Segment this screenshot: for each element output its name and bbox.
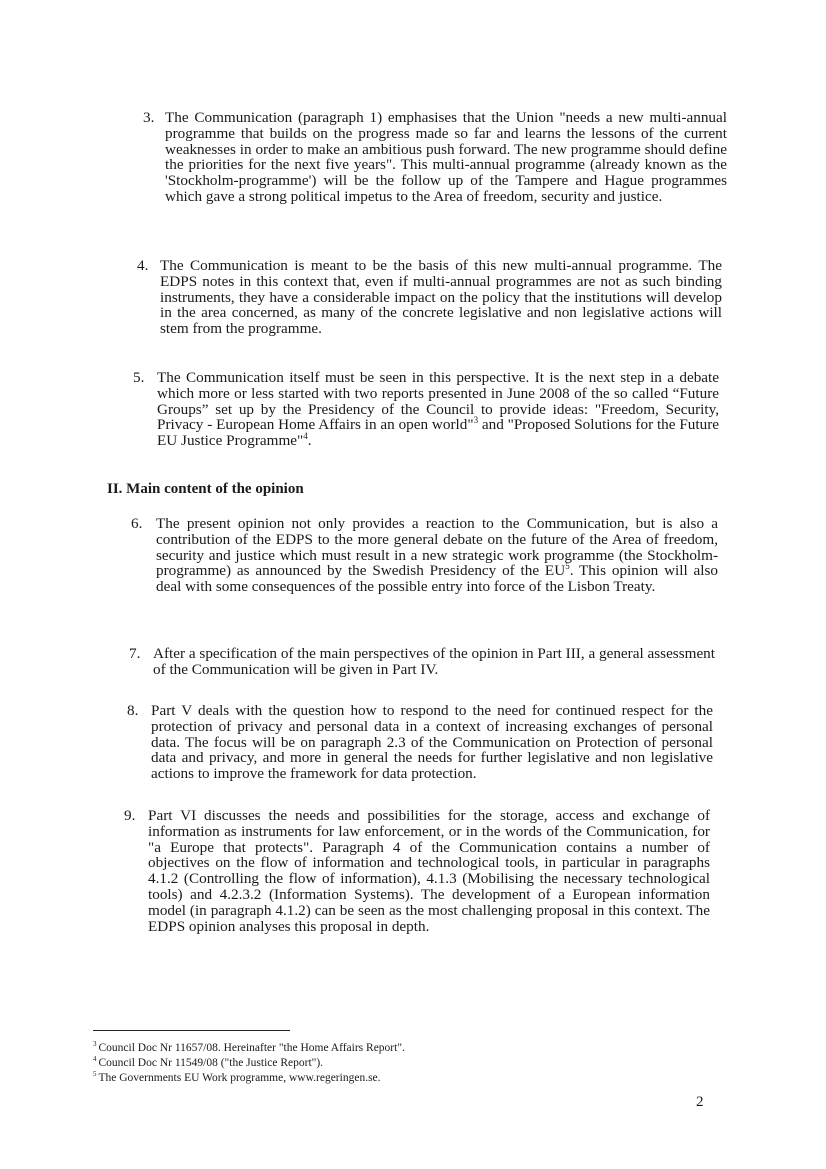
footnote-text: Council Doc Nr 11549/08 ("the Justice Report"). — [98, 1056, 324, 1069]
paragraph-5-text-c: . — [307, 432, 312, 450]
footnote-5 — [93, 1068, 381, 1085]
footnote-text: The Governments EU Work programme, www.regeringen.se. — [98, 1071, 381, 1084]
paragraph-5-text-a: The Communication itself must be seen in this perspective. It is the next step in a debate which more or less started with two reports presented in June 2008 of the so called “Future Groups” set up by the Presidency of the Council to provide ideas: "Freedom, Security, Privacy - European Home Affairs in an open world" — [157, 369, 719, 434]
footnote-text: Council Doc Nr 11657/08. Hereinafter "the Home Affairs Report". — [98, 1041, 405, 1054]
paragraph-number: 3. — [143, 109, 155, 126]
paragraph-number: 8. — [127, 702, 139, 719]
paragraph-number: 9. — [124, 807, 136, 824]
paragraph-number: 4. — [137, 257, 149, 274]
paragraph-8: Part V deals with the question how to respond to the need for continued respect for the protection of privacy and personal data in a context of increasing exchanges of personal data. The focus will be on paragraph 2.3 of the Communication on Protection of personal data and privacy, and more in general the needs for further legislative and non legislative actions to improve the framework for data protection. — [151, 702, 713, 783]
section-heading: II. Main content of the opinion — [107, 481, 304, 497]
paragraph-7: After a specification of the main perspectives of the opinion in Part III, a general assessment of the Communication will be given in Part IV. — [153, 645, 715, 678]
footnote-ref-4: 4 — [303, 431, 308, 442]
paragraph-number: 5. — [133, 369, 145, 386]
footnote-ref-3: 3 — [473, 415, 479, 426]
paragraph-5 — [157, 370, 719, 449]
footnote-marker: 4 — [93, 1055, 97, 1063]
paragraph-9: Part VI discusses the needs and possibilities for the storage, access and exchange of information as instruments for law enforcement, or in the words of the Communication, for "a Europe that protects". Paragraph 4 of the Communication contains a number of objectives on the flow of information and technological tools, in particular in paragraphs 4.1.2 (Controlling the flow of information), 4.1.3 (Mobilising the necessary technological tools) and 4.2.3.2 (Information Systems). The development of a European information model (in paragraph 4.1.2) can be seen as the most challenging proposal in this context. The EDPS opinion analyses this proposal in depth. — [148, 807, 710, 935]
paragraph-number: 7. — [129, 645, 141, 662]
paragraph-3: The Communication (paragraph 1) emphasises that the Union "needs a new multi-annual programme that builds on the progress made so far and learns the lessons of the current weaknesses in order to make an ambitious push forward. The new programme should define the priorities for the next five years". This multi-annual programme (already known as the 'Stockholm-programme') will be the follow up of the Tampere and Hague programmes which gave a strong political impetus to the Area of freedom, security and justice. — [165, 109, 727, 205]
paragraph-4: The Communication is meant to be the basis of this new multi-annual programme. The EDPS notes in this context that, even if multi-annual programmes are not as such binding instruments, they have a considerable impact on the policy that the institutions will develop in the area concerned, as many of the concrete legislative and non legislative actions will stem from the programme. — [160, 257, 722, 338]
footnote-marker: 5 — [93, 1070, 97, 1078]
paragraph-6-text-b: . This opinion will also deal with some consequences of the possible entry into force of the Lisbon Treaty. — [156, 562, 718, 596]
page-number: 2 — [696, 1094, 704, 1110]
paragraph-number: 6. — [131, 515, 143, 532]
footnote-marker: 3 — [93, 1040, 97, 1048]
footnote-ref-5: 5 — [565, 561, 570, 572]
paragraph-5-text-b: and "Proposed Solutions for the Future EU Justice Programme" — [157, 416, 719, 450]
paragraph-6-text-a: The present opinion not only provides a reaction to the Communication, but is also a contribution of the EDPS to the more general debate on the future of the Area of freedom, security and justice which must result in a new strategic work programme (the Stockholm-programme) as announced by the Swedish Presidency of the EU — [156, 515, 718, 580]
paragraph-6 — [156, 516, 718, 595]
footnote-separator — [93, 1030, 290, 1031]
